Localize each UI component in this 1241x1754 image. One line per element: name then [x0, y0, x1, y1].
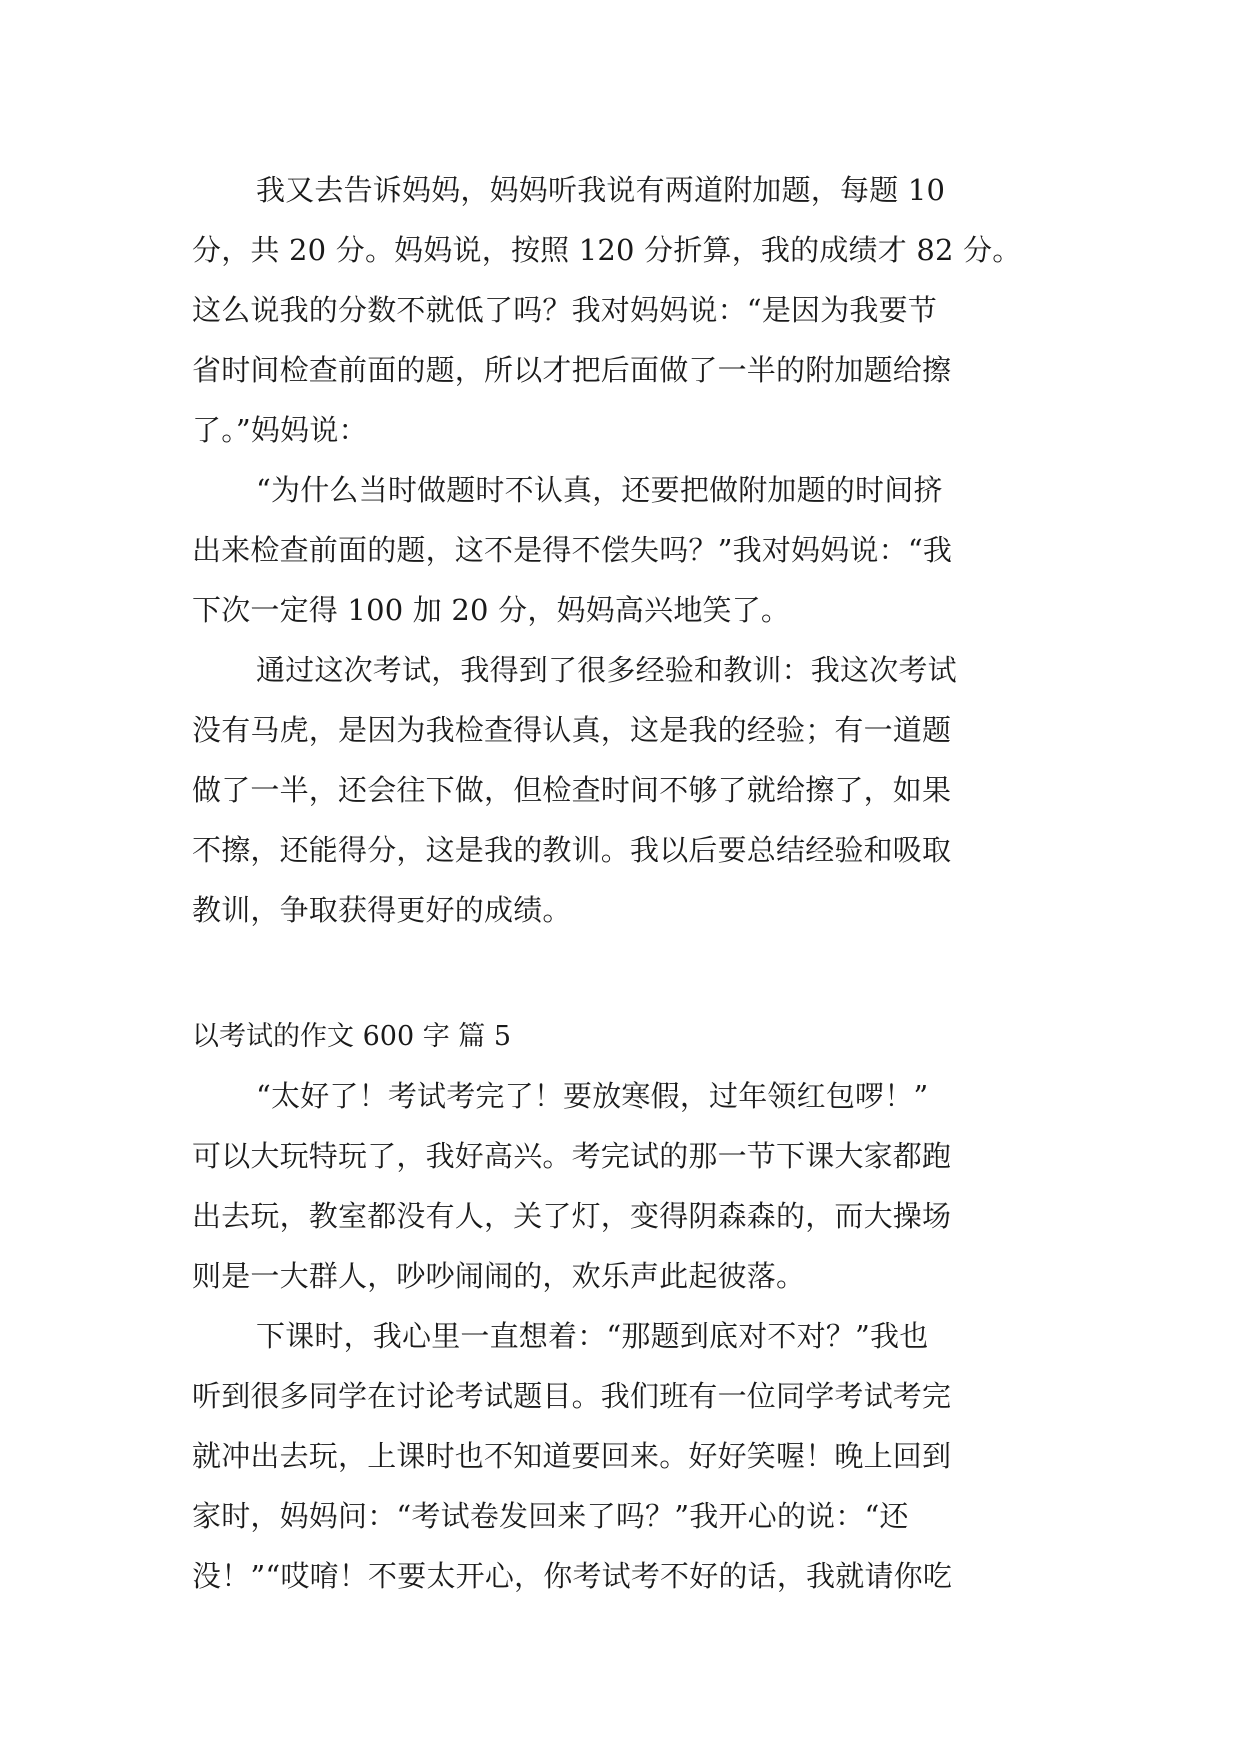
section-gap — [192, 940, 1054, 1008]
text-line: 省时间检查前面的题，所以才把后面做了一半的附加题给擦 — [192, 353, 952, 387]
text-line: 不擦，还能得分，这是我的教训。我以后要总结经验和吸取 — [192, 833, 952, 867]
text-line: 分，共 20 分。妈妈说，按照 120 分折算，我的成绩才 82 分。 — [192, 233, 1022, 267]
text-line: 通过这次考试，我得到了很多经验和教训：我这次考试 — [256, 653, 957, 687]
paragraph — [192, 1306, 1054, 1606]
document-page — [192, 160, 1054, 1606]
text-line: 家时，妈妈问：“考试卷发回来了吗？”我开心的说：“还 — [192, 1499, 909, 1533]
text-line: 出来检查前面的题，这不是得不偿失吗？”我对妈妈说：“我 — [192, 533, 953, 567]
text-line: 就冲出去玩，上课时也不知道要回来。好好笑喔！晚上回到 — [192, 1439, 952, 1473]
text-line: 可以大玩特玩了，我好高兴。考完试的那一节下课大家都跑 — [192, 1139, 952, 1173]
text-line: 出去玩，教室都没有人，关了灯，变得阴森森的，而大操场 — [192, 1199, 952, 1233]
text-line: 下课时，我心里一直想着：“那题到底对不对？”我也 — [256, 1319, 929, 1353]
text-line: 这么说我的分数不就低了吗？我对妈妈说：“是因为我要节 — [192, 293, 938, 327]
text-line: 我又去告诉妈妈，妈妈听我说有两道附加题，每题 10 — [256, 173, 946, 207]
text-line: 了。”妈妈说： — [192, 413, 368, 447]
text-line: 听到很多同学在讨论考试题目。我们班有一位同学考试考完 — [192, 1379, 952, 1413]
paragraph — [192, 160, 1054, 460]
text-line: 没！”“哎唷！不要太开心，你考试考不好的话，我就请你吃 — [192, 1559, 953, 1593]
paragraph — [192, 640, 1054, 940]
text-line: “太好了！考试考完了！要放寒假，过年领红包啰！” — [256, 1079, 929, 1113]
text-line: 做了一半，还会往下做，但检查时间不够了就给擦了，如果 — [192, 773, 952, 807]
text-line: 下次一定得 100 加 20 分，妈妈高兴地笑了。 — [192, 593, 791, 627]
paragraph — [192, 460, 1054, 640]
text-line: “为什么当时做题时不认真，还要把做附加题的时间挤 — [256, 473, 943, 507]
paragraph — [192, 1066, 1054, 1306]
section-heading: 以考试的作文 600 字 篇 5 — [192, 1021, 512, 1052]
text-line: 教训，争取获得更好的成绩。 — [192, 893, 572, 927]
text-line: 则是一大群人，吵吵闹闹的，欢乐声此起彼落。 — [192, 1259, 806, 1293]
text-line: 没有马虎，是因为我检查得认真，这是我的经验；有一道题 — [192, 713, 952, 747]
